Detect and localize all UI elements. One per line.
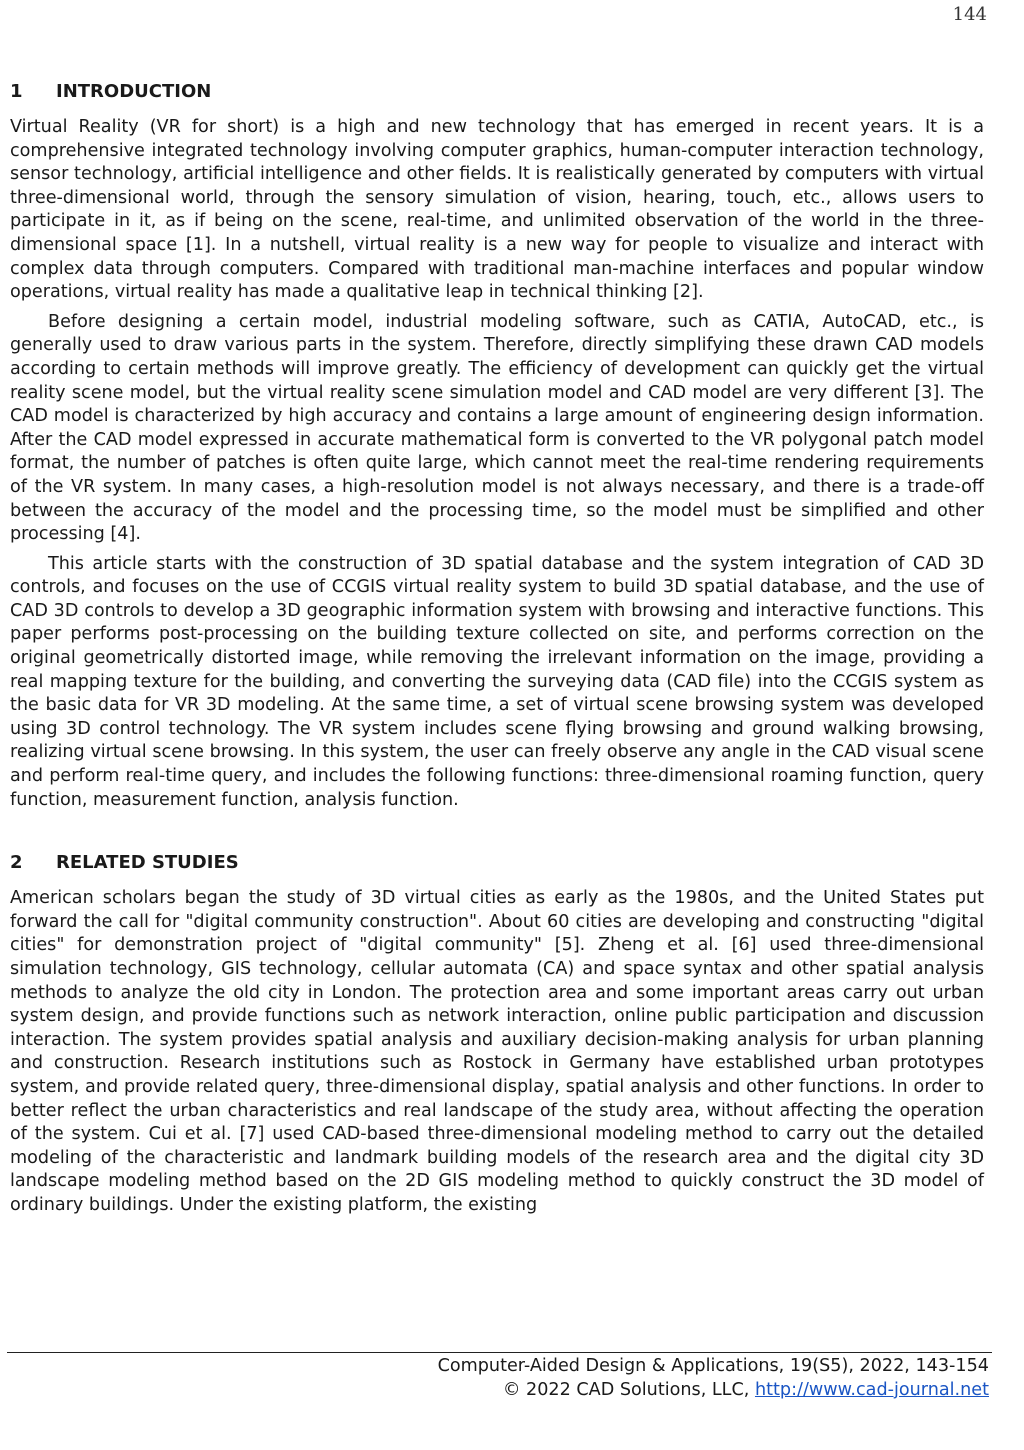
section-number: 1 (10, 81, 23, 102)
page-footer (438, 1355, 989, 1402)
article-body (10, 80, 984, 1224)
paragraph: This article starts with the construction of 3D spatial database and the system integration of CAD 3D controls, and focuses on the use of CCGIS virtual reality system to build 3D spatial database, and the use of CAD 3D controls to develop a 3D geographic information system with browsing and interactive functions. This paper performs post-processing on the building texture collected on site, and performs correction on the original geometrically distorted image, while removing the irrelevant information on the image, providing a real mapping texture for the building, and converting the surveying data (CAD file) into the CCGIS system as the basic data for VR 3D modeling. At the same time, a set of virtual scene browsing system was developed using 3D control technology. The VR system includes scene flying browsing and ground walking browsing, realizing virtual scene browsing. In this system, the user can freely observe any angle in the CAD visual scene and perform real-time query, and includes the following functions: three-dimensional roaming function, query function, measurement function, analysis function. (10, 553, 984, 810)
section-title: INTRODUCTION (56, 81, 212, 102)
section-number: 2 (10, 852, 23, 874)
copyright-text: © 2022 CAD Solutions, LLC, (502, 1379, 755, 1400)
section-heading-related-studies (10, 851, 984, 875)
section-title: RELATED STUDIES (56, 852, 239, 874)
journal-citation: Computer-Aided Design & Applications, 19(S5), 2022, 143-154 (437, 1356, 989, 1376)
paragraph: American scholars began the study of 3D virtual cities as early as the 1980s, and the United States put forward the call for "digital community construction". About 60 cities are developing and constructing "digital cities" for demonstration project of "digital community" [5]. Zheng et al. [6] used three-dimensional simulation technology, GIS technology, cellular automata (CA) and space syntax and other spatial analysis methods to analyze the old city in London. The protection area and some important areas carry out urban system design, and provide functions such as network interaction, online public participation and discussion interaction. The system provides spatial analysis and auxiliary decision-making analysis for urban planning and construction. Research institutions such as Rostock in Germany have established urban prototypes system, and provide related query, three-dimensional display, spatial analysis and other functions. In order to better reflect the urban characteristics and real landscape of the study area, without affecting the operation of the system. Cui et al. [7] used CAD-based three-dimensional modeling method to carry out the detailed modeling of the characteristic and landmark building models of the research area and the digital city 3D landscape modeling method based on the 2D GIS modeling method to quickly construct the 3D model of ordinary buildings. Under the existing platform, the existing (10, 888, 984, 1215)
paragraph: Virtual Reality (VR for short) is a high and new technology that has emerged in recent years. It is a comprehensive integrated technology involving computer graphics, human-computer interaction technology, sensor technology, artificial intelligence and other fields. It is realistically generated by computers with virtual three-dimensional world, through the sensory simulation of vision, hearing, touch, etc., allows users to participate in it, as if being on the scene, real-time, and unlimited observation of the world in the three-dimensional space [1]. In a nutshell, virtual reality is a new way for people to visualize and interact with complex data through computers. Compared with traditional man-machine interfaces and popular window operations, virtual reality has made a qualitative leap in technical thinking [2]. (10, 117, 984, 303)
page-number: 144 (952, 4, 987, 25)
copyright-line (438, 1379, 989, 1403)
journal-link[interactable]: http://www.cad-journal.net (754, 1379, 989, 1400)
footer-divider (7, 1352, 992, 1353)
paragraph: Before designing a certain model, industrial modeling software, such as CATIA, AutoCAD, etc., is generally used to draw various parts in the system. Therefore, directly simplifying these drawn CAD models according to certain methods will improve greatly. The efficiency of development can quickly get the virtual reality scene model, but the virtual reality scene simulation model and CAD model are very different [3]. The CAD model is characterized by high accuracy and contains a large amount of engineering design information. After the CAD model expressed in accurate mathematical form is converted to the VR polygonal patch model format, the number of patches is often quite large, which cannot meet the real-time rendering requirements of the VR system. In many cases, a high-resolution model is not always necessary, and there is a trade-off between the accuracy of the model and the processing time, so the model must be simplified and other processing [4]. (10, 311, 984, 545)
section-heading-introduction (10, 80, 984, 104)
